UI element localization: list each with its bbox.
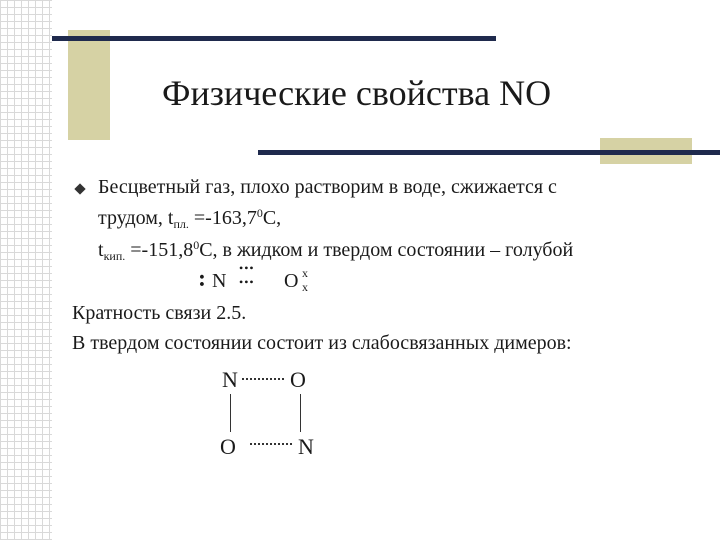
dimer-top-right-o: O <box>290 367 306 392</box>
dimer-bottom-left-o: O <box>220 434 236 459</box>
dimer-left-bond <box>230 394 231 432</box>
degree-superscript: 0 <box>193 238 200 252</box>
bond-order-text: Кратность связи 2.5. <box>72 302 247 324</box>
grid-decoration <box>0 0 52 540</box>
lewis-left-pair: : <box>198 266 206 292</box>
degree-superscript: 0 <box>256 206 263 220</box>
lewis-x-top: x <box>302 266 308 280</box>
dimer-top-dotted-bond <box>242 378 284 380</box>
deco-top-line <box>52 36 496 41</box>
lewis-oxygen: O <box>284 270 299 292</box>
deco-bottom-line <box>258 150 720 155</box>
lewis-x-bottom: x <box>302 280 308 294</box>
lewis-dots: ••• <box>239 261 255 275</box>
text-line-3: $t_{кип.} =-151,8^0С$, в жидком и твердом состоянии – голубой <box>98 238 574 263</box>
dimer-right-bond <box>300 394 301 432</box>
lewis-nitrogen: N <box>212 270 227 292</box>
dimer-bottom-dotted-bond <box>250 443 292 445</box>
dimer-top-left-n: N <box>222 367 238 392</box>
text-line-2: трудом, $t_{пл.} =-163,7^0С$, <box>98 206 282 231</box>
lewis-dots-lower: ••• <box>239 275 255 289</box>
text-line-1: Бесцветный газ, плохо растворим в воде, сжижается с <box>98 176 557 198</box>
bullet-marker <box>74 183 85 194</box>
slide-title: Физические свойства NO <box>162 73 552 113</box>
melting-subscript: пл. <box>173 217 189 231</box>
dimer-text: В твердом состоянии состоит из слабосвязанных димеров: <box>72 332 572 354</box>
boiling-subscript: кип. <box>103 249 126 263</box>
deco-vertical-bar <box>68 30 110 140</box>
dimer-bottom-right-n: N <box>298 434 314 459</box>
